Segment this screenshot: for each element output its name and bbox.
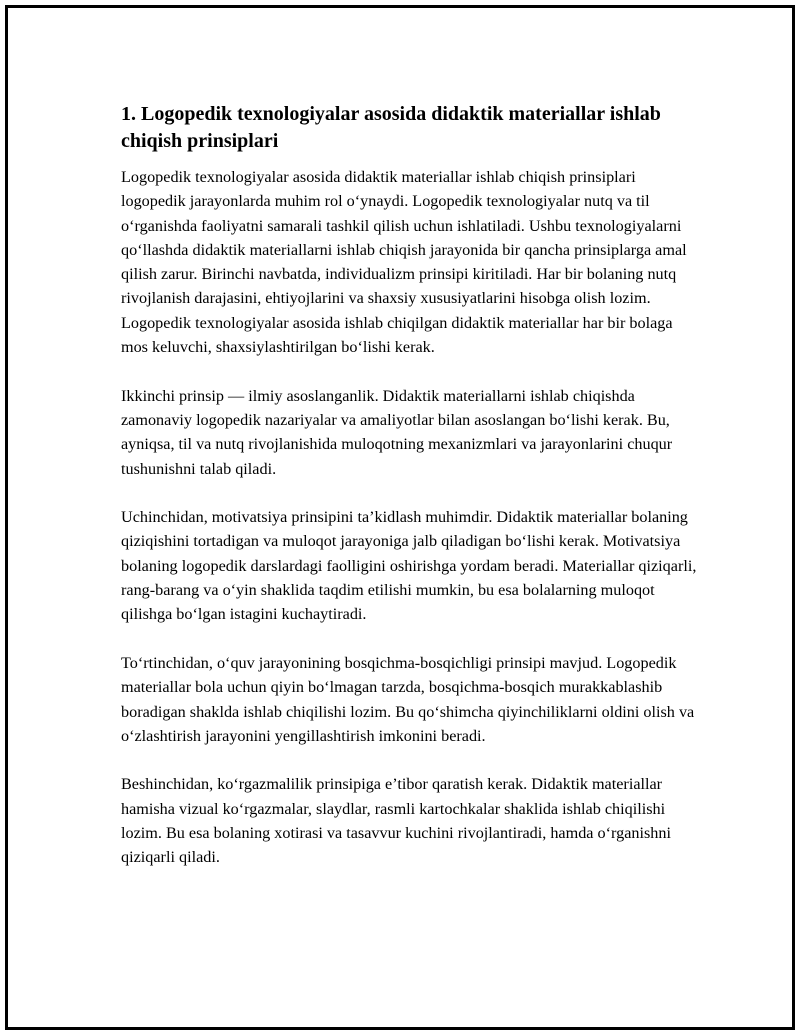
paragraph-scientific-basis: Ikkinchi prinsip — ilmiy asoslanganlik. Didaktik materiallarni ishlab chiqishda zamonaviy logopedik nazariyalar va amaliyotlar bilan asoslangan bo‘lishi kerak. Bu, ayniqsa, til va nutq rivojlanishida muloqotning mexanizmlari va jarayonlarini chuqur tushunishni talab qiladi. [121, 386, 673, 478]
paragraph-individualism: Logopedik texnologiyalar asosida didaktik materiallar ishlab chiqish prinsiplari logopedik jarayonlarda muhim rol o‘ynaydi. Logopedik texnologiyalar nutq va til o‘rganishda faoliyatni samarali tashkil qilish uchun ishlatiladi. Ushbu texnologiyalarni qo‘llashda didaktik materiallarni ishlab chiqish jarayonida bir qancha prinsiplarga amal qilish zarur. Birinchi navbatda, individualizm prinsipi kiritiladi. Har bir bolaning nutq rivojlanish darajasini, ehtiyojlarini va shaxsiy xususiyatlarini hisobga olish lozim. Logopedik texnologiyalar asosida ishlab chiqilgan didaktik materiallar har bir bolaga mos keluvchi, shaxsiylashtirilgan bo‘lishi kerak. [121, 168, 687, 357]
document-body [121, 101, 701, 870]
page-frame [5, 5, 795, 1030]
paragraph-gradualness: To‘rtinchidan, o‘quv jarayonining bosqichma-bosqichligi prinsipi mavjud. Logopedik materiallar bola uchun qiyin bo‘lmagan tarzda, bosqichma-bosqich murakkablashib boradigan shaklda ishlab chiqilishi lozim. Bu qo‘shimcha qiyinchiliklarni oldini olish va o‘zlashtirish jarayonini yengillashtirish imkonini beradi. [121, 653, 695, 745]
section-heading: 1. Logopedik texnologiyalar asosida didaktik materiallar ishlab chiqish prinsiplari [121, 103, 661, 152]
paragraph-motivation: Uchinchidan, motivatsiya prinsipini ta’kidlash muhimdir. Didaktik materiallar bolaning qiziqishini tortadigan va muloqot jarayoniga jalb qiladigan bo‘lishi kerak. Motivatsiya bolaning logopedik darslardagi faolligini oshirishga yordam beradi. Materiallar qiziqarli, rang-barang va o‘yin shaklida taqdim etilishi mumkin, bu esa bolalarning muloqot qilishga bo‘lgan istagini kuchaytiradi. [121, 508, 697, 624]
paragraph-visualization: Beshinchidan, ko‘rgazmalilik prinsipiga e’tibor qaratish kerak. Didaktik materiallar hamisha vizual ko‘rgazmalar, slaydlar, rasmli kartochkalar shaklida ishlab chiqilishi lozim. Bu esa bolaning xotirasi va tasavvur kuchini rivojlantiradi, hamda o‘rganishni qiziqarli qiladi. [121, 775, 671, 867]
